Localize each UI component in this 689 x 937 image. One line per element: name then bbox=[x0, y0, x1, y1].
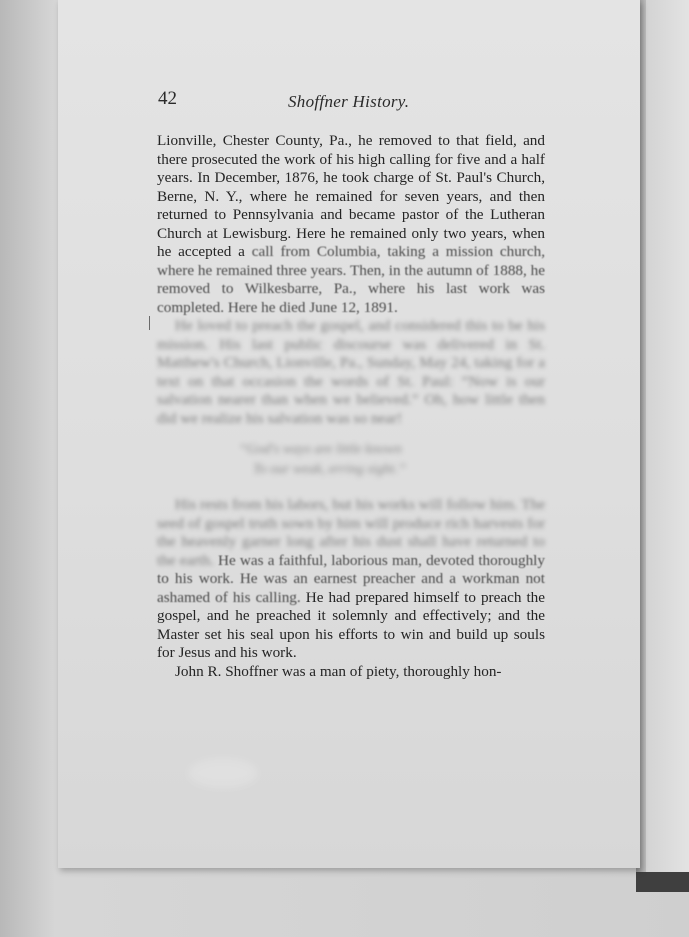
poem-line-1: “God's ways are little known bbox=[239, 442, 402, 457]
facing-page-edge bbox=[643, 0, 689, 880]
paragraph-3-faded: He was a faithful, laborious man, devoted thoroughly to his work. He was an earnest preacher and a workman not ashamed of his calling. bbox=[157, 551, 545, 606]
running-title: Shoffner History. bbox=[288, 92, 410, 111]
paragraph-1-sharp: Lionville, Chester County, Pa., he removed to that field, and there prosecuted the work of his high calling for five and a half years. In December, 1876, he took charge of St. Paul's Church, Berne, N. Y., where he remained for seven years, and then returned to Pennsylvania and became pastor of the Lutheran Church at Lewisburg. Here he remained only two years, when he accepted a bbox=[157, 132, 545, 260]
poem-quote bbox=[157, 440, 545, 480]
paragraph-1 bbox=[157, 132, 545, 317]
paragraph-1-faded: call from Columbia, taking a mission church, where he remained three years. Then, in the autumn of 1888, he removed to Wilkesbarre, Pa., where his last work was completed. Here he died June 12, 1891. bbox=[157, 243, 545, 316]
margin-pencil-mark bbox=[149, 316, 150, 330]
paragraph-2: He loved to preach the gospel, and considered this to be his mission. His last public discourse was delivered in St. Matthew's Church, Lionville, Pa., Sunday, May 24, taking for a text on that occasion the words of St. Paul: “Now is our salvation nearer than when we believed.” Oh, how little then did we realize his salvation was so near! bbox=[157, 317, 545, 427]
paragraph-3-sharp: He had prepared himself to preach the gospel, and he preached it solemnly and effectively; and the Master set his seal upon his efforts to win and build up souls for Jesus and his work. bbox=[157, 588, 546, 661]
book-cover-edge bbox=[636, 872, 689, 892]
poem-line-2: To our weak, erring sight.” bbox=[253, 462, 406, 477]
page-header bbox=[158, 88, 558, 118]
body-text bbox=[157, 132, 545, 681]
page-number: 42 bbox=[158, 88, 177, 109]
paragraph-3-blurred: His rests from his labors, but his works will follow him. The seed of gospel truth sown by him will produce rich harvests for the heavenly garner long after his dust shall have returned to the earth. bbox=[157, 496, 545, 569]
paragraph-3 bbox=[157, 496, 545, 663]
paragraph-4: John R. Shoffner was a man of piety, thoroughly hon- bbox=[175, 662, 502, 680]
page-smudge bbox=[188, 758, 258, 788]
